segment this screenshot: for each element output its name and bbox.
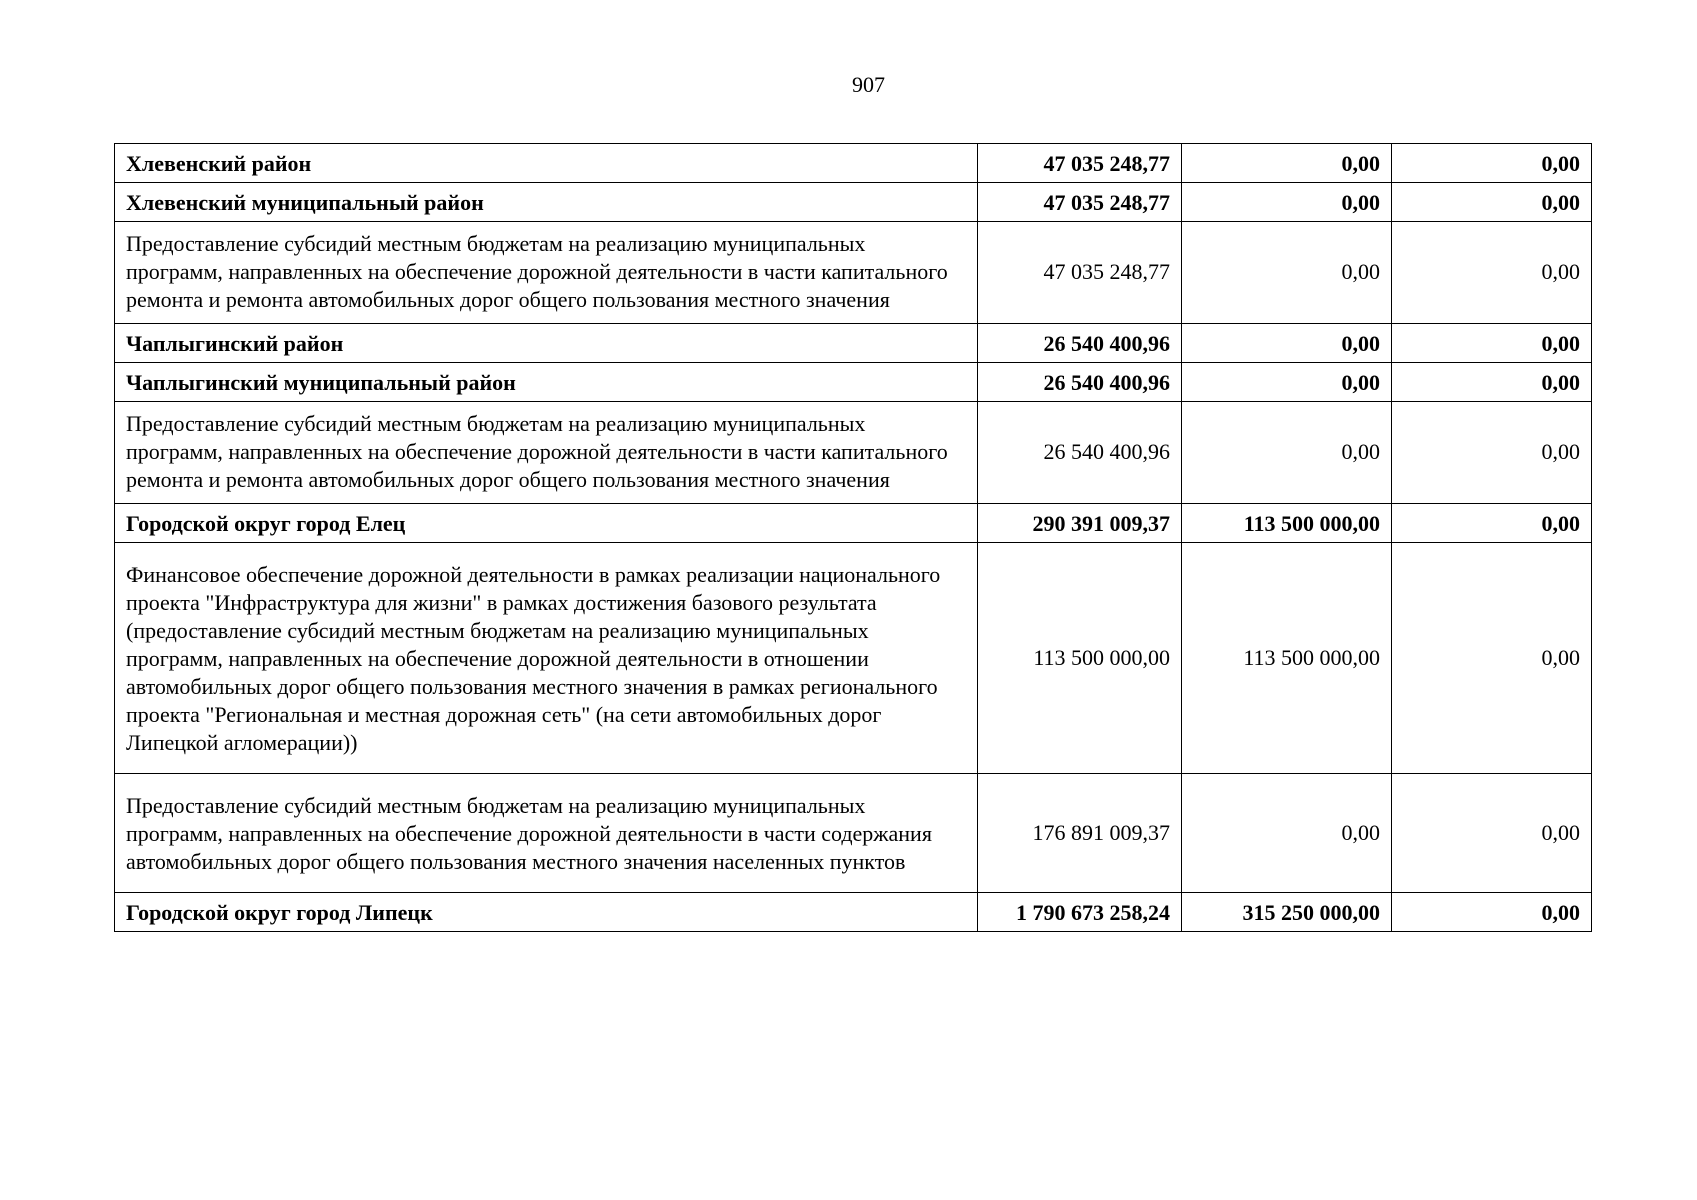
row-value-1: 47 035 248,77 [978, 144, 1182, 183]
row-value-3: 0,00 [1392, 504, 1592, 543]
page-number: 907 [852, 72, 885, 97]
row-name: Городской округ город Елец [115, 504, 978, 543]
row-value-2: 0,00 [1182, 324, 1392, 363]
table-row [115, 893, 1592, 932]
row-value-3: 0,00 [1392, 893, 1592, 932]
row-value-1: 26 540 400,96 [978, 324, 1182, 363]
row-value-2: 0,00 [1182, 363, 1392, 402]
row-name: Городской округ город Липецк [115, 893, 978, 932]
row-value-3: 0,00 [1392, 402, 1592, 504]
row-value-1: 290 391 009,37 [978, 504, 1182, 543]
row-name: Предоставление субсидий местным бюджетам на реализацию муниципальных программ, направленных на обеспечение дорожной деятельности в части капитального ремонта и ремонта автомобильных дорог общего пользования местного значения [115, 222, 978, 324]
table-row [115, 222, 1592, 324]
table-row [115, 363, 1592, 402]
table-row [115, 543, 1592, 774]
row-value-2: 0,00 [1182, 402, 1392, 504]
row-name: Чаплыгинский муниципальный район [115, 363, 978, 402]
row-value-1: 26 540 400,96 [978, 402, 1182, 504]
row-value-3: 0,00 [1392, 324, 1592, 363]
row-value-2: 0,00 [1182, 774, 1392, 893]
row-name: Хлевенский муниципальный район [115, 183, 978, 222]
row-value-1: 47 035 248,77 [978, 183, 1182, 222]
table-row [115, 504, 1592, 543]
row-name: Чаплыгинский район [115, 324, 978, 363]
table-row [115, 183, 1592, 222]
row-value-1: 176 891 009,37 [978, 774, 1182, 893]
row-value-2: 0,00 [1182, 222, 1392, 324]
row-value-1: 113 500 000,00 [978, 543, 1182, 774]
row-value-1: 1 790 673 258,24 [978, 893, 1182, 932]
budget-table [114, 143, 1592, 932]
row-value-3: 0,00 [1392, 183, 1592, 222]
row-value-1: 26 540 400,96 [978, 363, 1182, 402]
table-row [115, 402, 1592, 504]
row-value-2: 0,00 [1182, 183, 1392, 222]
row-value-3: 0,00 [1392, 543, 1592, 774]
table-row [115, 774, 1592, 893]
row-name: Финансовое обеспечение дорожной деятельности в рамках реализации национального проекта "Инфраструктура для жизни" в рамках достижения базового результата (предоставление субсидий местным бюджетам на реализацию муниципальных программ, направленных на обеспечение дорожной деятельности в отношении автомобильных дорог общего пользования местного значения в рамках регионального проекта "Региональная и местная дорожная сеть" (на сети автомобильных дорог Липецкой агломерации)) [115, 543, 978, 774]
row-value-3: 0,00 [1392, 363, 1592, 402]
row-name: Предоставление субсидий местным бюджетам на реализацию муниципальных программ, направленных на обеспечение дорожной деятельности в части капитального ремонта и ремонта автомобильных дорог общего пользования местного значения [115, 402, 978, 504]
row-value-1: 47 035 248,77 [978, 222, 1182, 324]
row-value-2: 113 500 000,00 [1182, 504, 1392, 543]
row-value-2: 315 250 000,00 [1182, 893, 1392, 932]
row-value-2: 0,00 [1182, 144, 1392, 183]
row-value-3: 0,00 [1392, 222, 1592, 324]
row-value-2: 113 500 000,00 [1182, 543, 1392, 774]
row-value-3: 0,00 [1392, 144, 1592, 183]
row-name: Хлевенский район [115, 144, 978, 183]
row-value-3: 0,00 [1392, 774, 1592, 893]
table-row [115, 144, 1592, 183]
table-row [115, 324, 1592, 363]
row-name: Предоставление субсидий местным бюджетам на реализацию муниципальных программ, направленных на обеспечение дорожной деятельности в части содержания автомобильных дорог общего пользования местного значения населенных пунктов [115, 774, 978, 893]
